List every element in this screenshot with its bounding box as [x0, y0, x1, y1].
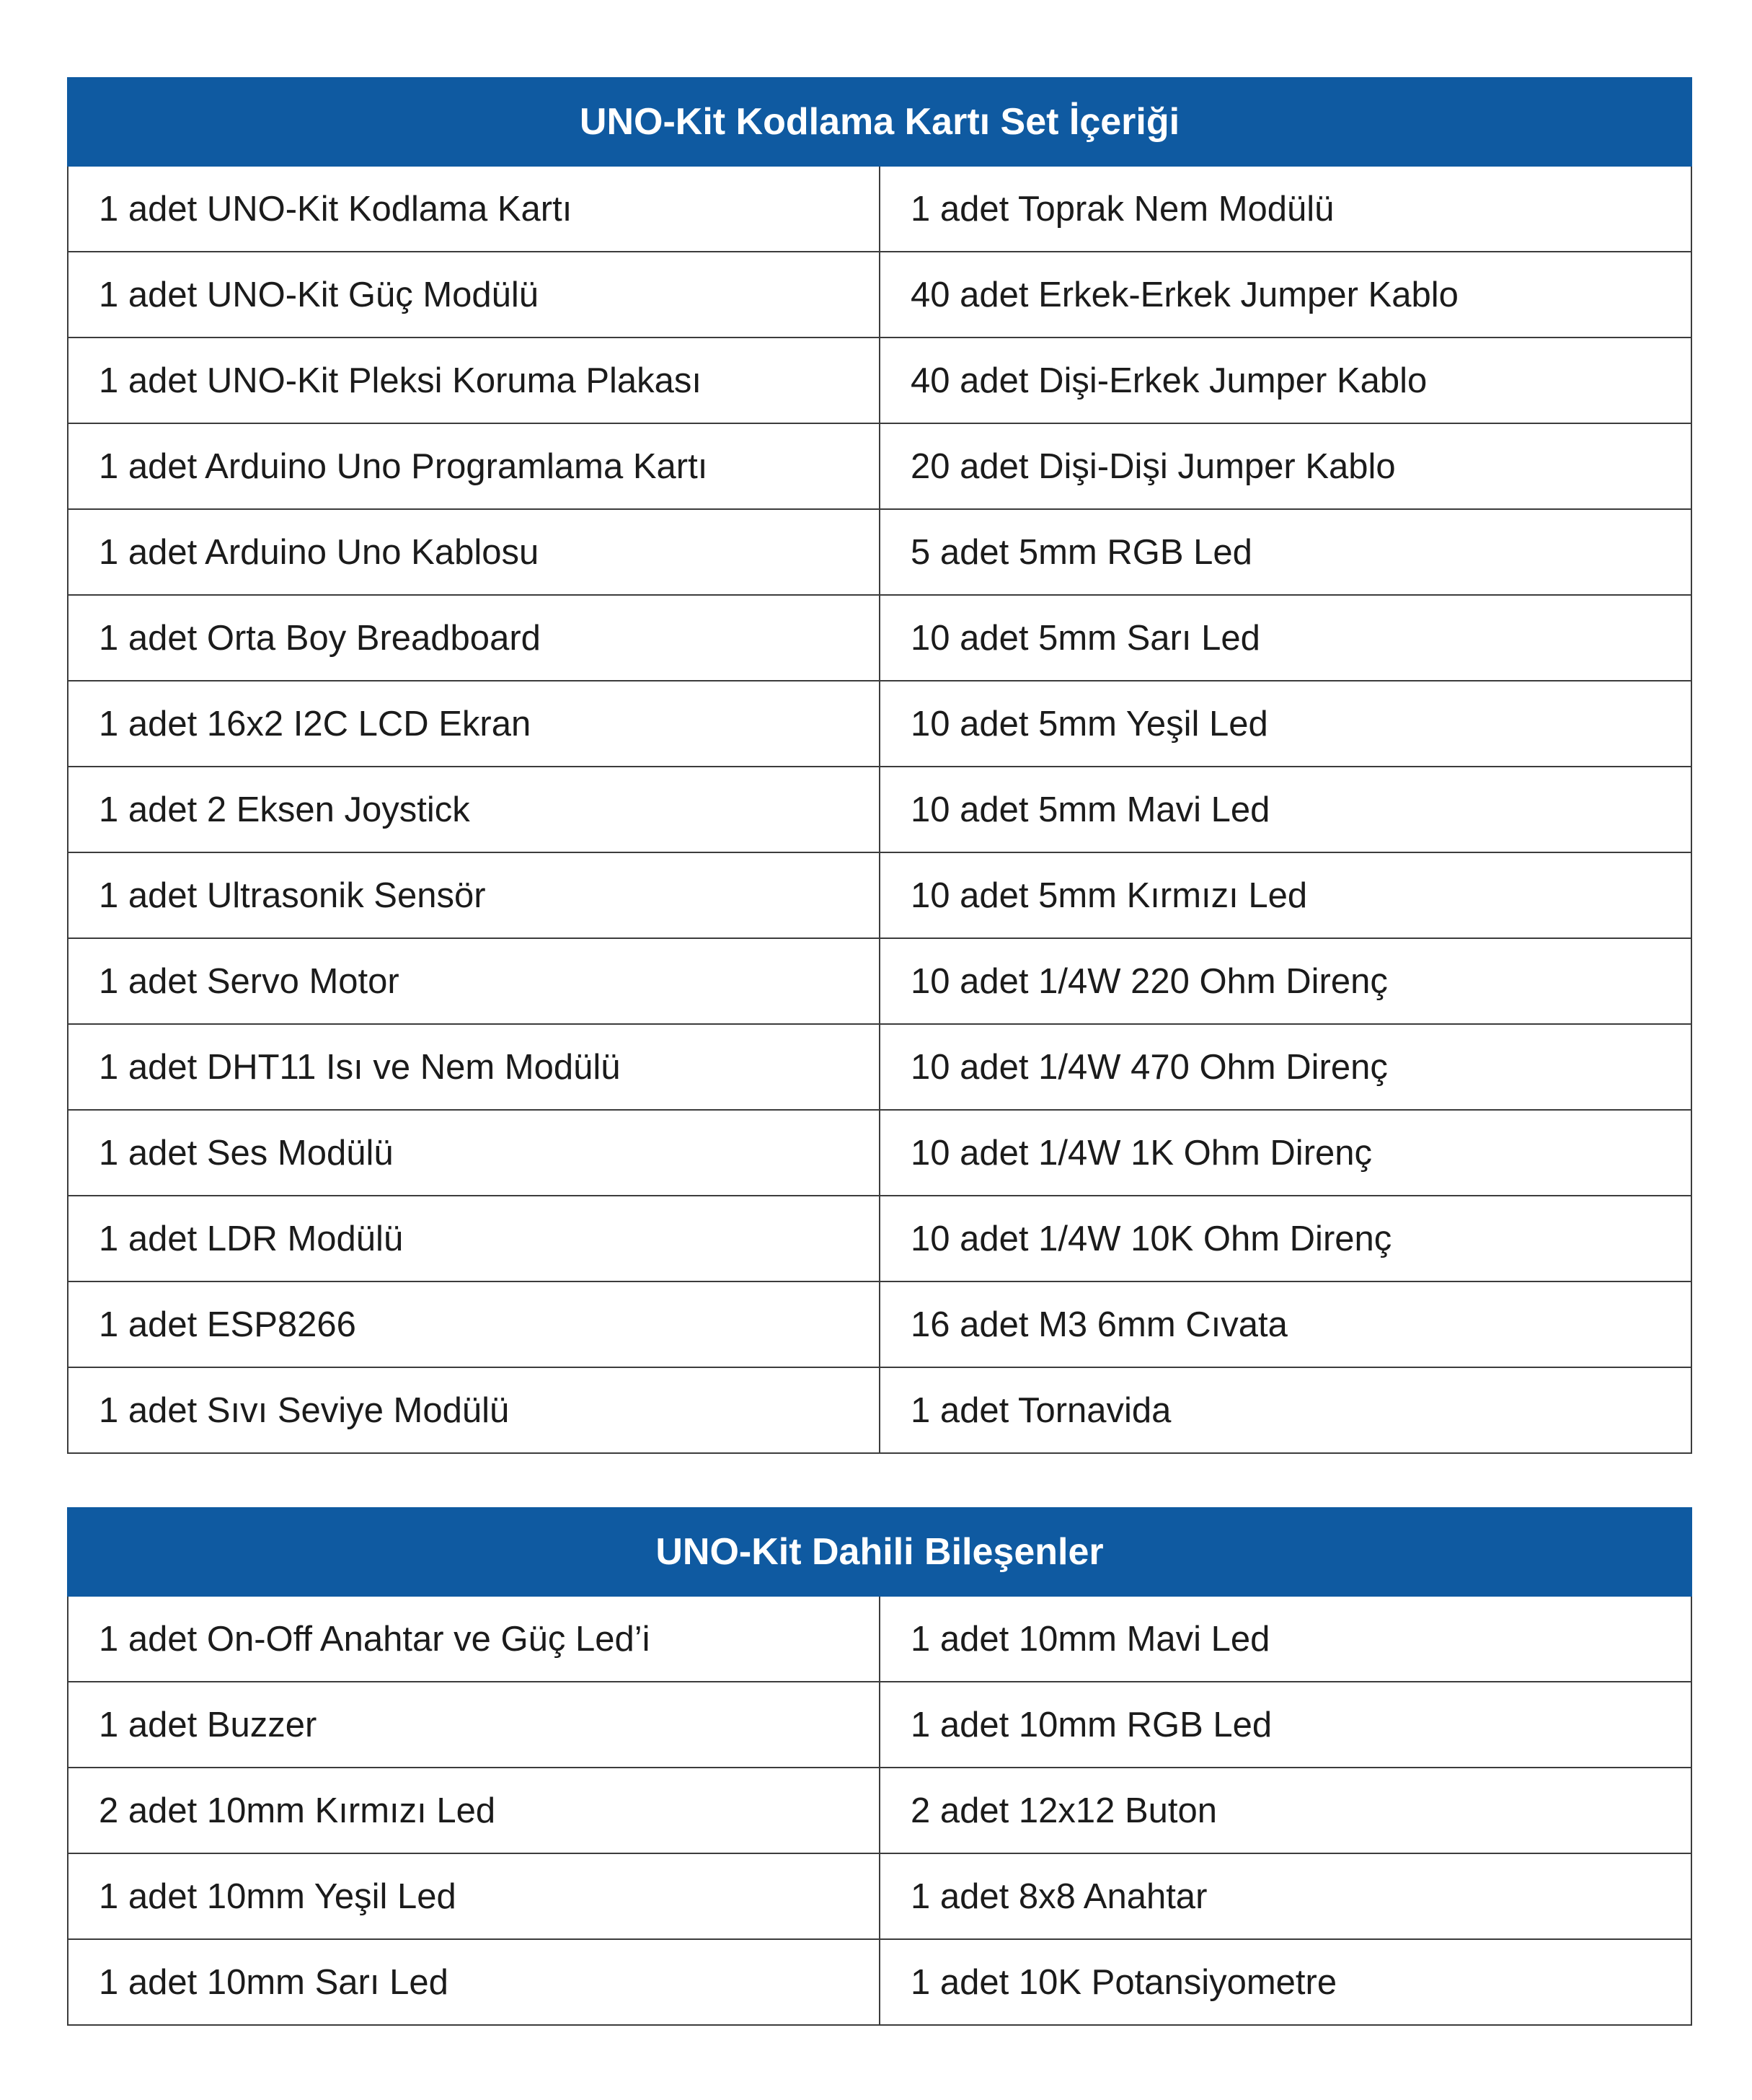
table-cell: 10 adet 1/4W 1K Ohm Direnç: [880, 1110, 1691, 1196]
table-row: [68, 252, 1691, 338]
set-contents-body: [68, 166, 1691, 1453]
table-cell: 1 adet UNO-Kit Güç Modülü: [68, 252, 880, 338]
table-row: [68, 595, 1691, 681]
built-in-components-body: [68, 1596, 1691, 2025]
table-cell: 16 adet M3 6mm Cıvata: [880, 1281, 1691, 1367]
table-cell: 1 adet DHT11 Isı ve Nem Modülü: [68, 1024, 880, 1110]
table-header-row: [68, 1508, 1691, 1596]
table-cell: 1 adet Ultrasonik Sensör: [68, 852, 880, 938]
table-cell: 1 adet Tornavida: [880, 1367, 1691, 1453]
table-cell: 2 adet 12x12 Buton: [880, 1768, 1691, 1853]
table-row: [68, 1281, 1691, 1367]
table-row: [68, 1110, 1691, 1196]
table-cell: 10 adet 1/4W 470 Ohm Direnç: [880, 1024, 1691, 1110]
table-row: [68, 1939, 1691, 2025]
built-in-components-table: [67, 1507, 1692, 2026]
table-cell: 1 adet Arduino Uno Kablosu: [68, 509, 880, 595]
table-cell: 10 adet 5mm Yeşil Led: [880, 681, 1691, 767]
table-row: [68, 1682, 1691, 1768]
table-cell: 10 adet 5mm Kırmızı Led: [880, 852, 1691, 938]
table-row: [68, 852, 1691, 938]
table-row: [68, 1024, 1691, 1110]
table-cell: 1 adet Arduino Uno Programlama Kartı: [68, 423, 880, 509]
table-row: [68, 938, 1691, 1024]
table-cell: 40 adet Dişi-Erkek Jumper Kablo: [880, 338, 1691, 423]
table-row: [68, 1367, 1691, 1453]
table-row: [68, 338, 1691, 423]
table-row: [68, 767, 1691, 852]
table-row: [68, 423, 1691, 509]
table-cell: 1 adet 10mm Mavi Led: [880, 1596, 1691, 1682]
table-header-row: [68, 78, 1691, 166]
table-cell: 1 adet Toprak Nem Modülü: [880, 166, 1691, 252]
table-cell: 1 adet 2 Eksen Joystick: [68, 767, 880, 852]
table-cell: 1 adet ESP8266: [68, 1281, 880, 1367]
table-cell: 20 adet Dişi-Dişi Jumper Kablo: [880, 423, 1691, 509]
table-cell: 10 adet 1/4W 10K Ohm Direnç: [880, 1196, 1691, 1281]
table-cell: 1 adet LDR Modülü: [68, 1196, 880, 1281]
set-contents-table: [67, 77, 1692, 1454]
table-row: [68, 1196, 1691, 1281]
table-cell: 1 adet Orta Boy Breadboard: [68, 595, 880, 681]
table-row: [68, 166, 1691, 252]
table-cell: 10 adet 5mm Mavi Led: [880, 767, 1691, 852]
table-row: [68, 1768, 1691, 1853]
table-cell: 10 adet 1/4W 220 Ohm Direnç: [880, 938, 1691, 1024]
table-cell: 1 adet UNO-Kit Kodlama Kartı: [68, 166, 880, 252]
table-row: [68, 1853, 1691, 1939]
table-cell: 1 adet 10mm RGB Led: [880, 1682, 1691, 1768]
table-row: [68, 509, 1691, 595]
table-cell: 1 adet 10K Potansiyometre: [880, 1939, 1691, 2025]
table-cell: 1 adet 16x2 I2C LCD Ekran: [68, 681, 880, 767]
table-cell: 1 adet Servo Motor: [68, 938, 880, 1024]
set-contents-title: UNO-Kit Kodlama Kartı Set İçeriği: [68, 78, 1691, 166]
table-cell: 1 adet On-Off Anahtar ve Güç Led’i: [68, 1596, 880, 1682]
table-row: [68, 1596, 1691, 1682]
table-cell: 1 adet UNO-Kit Pleksi Koruma Plakası: [68, 338, 880, 423]
table-row: [68, 681, 1691, 767]
built-in-components-title: UNO-Kit Dahili Bileşenler: [68, 1508, 1691, 1596]
table-cell: 5 adet 5mm RGB Led: [880, 509, 1691, 595]
table-cell: 1 adet Ses Modülü: [68, 1110, 880, 1196]
table-cell: 1 adet 8x8 Anahtar: [880, 1853, 1691, 1939]
table-cell: 1 adet 10mm Sarı Led: [68, 1939, 880, 2025]
table-cell: 1 adet 10mm Yeşil Led: [68, 1853, 880, 1939]
table-cell: 2 adet 10mm Kırmızı Led: [68, 1768, 880, 1853]
table-cell: 40 adet Erkek-Erkek Jumper Kablo: [880, 252, 1691, 338]
table-cell: 10 adet 5mm Sarı Led: [880, 595, 1691, 681]
table-cell: 1 adet Sıvı Seviye Modülü: [68, 1367, 880, 1453]
table-cell: 1 adet Buzzer: [68, 1682, 880, 1768]
